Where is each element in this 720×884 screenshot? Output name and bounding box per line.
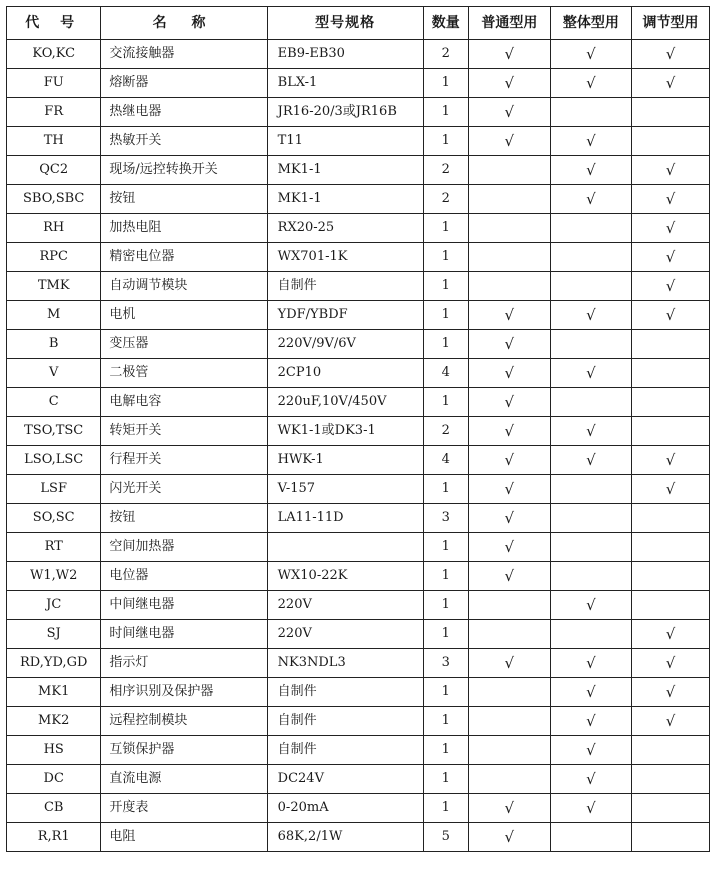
cell-quantity: 1: [423, 678, 468, 707]
cell-code: CB: [7, 794, 101, 823]
check-general-type: √: [468, 649, 550, 678]
cell-quantity: 1: [423, 475, 468, 504]
cell-model: V-157: [267, 475, 423, 504]
cell-quantity: 1: [423, 533, 468, 562]
check-regulating-type: √: [631, 620, 709, 649]
check-regulating-type: [631, 562, 709, 591]
check-integral-type: [550, 562, 631, 591]
cell-model: 自制件: [267, 707, 423, 736]
cell-model: T11: [267, 127, 423, 156]
table-header-row: [7, 7, 710, 40]
cell-quantity: 1: [423, 301, 468, 330]
cell-model: [267, 533, 423, 562]
check-general-type: √: [468, 475, 550, 504]
cell-name: 加热电阻: [101, 214, 267, 243]
cell-code: KO,KC: [7, 40, 101, 69]
table-row: [7, 736, 710, 765]
cell-model: EB9-EB30: [267, 40, 423, 69]
table-row: [7, 388, 710, 417]
check-general-type: √: [468, 388, 550, 417]
cell-name: 交流接触器: [101, 40, 267, 69]
cell-model: DC24V: [267, 765, 423, 794]
cell-code: QC2: [7, 156, 101, 185]
cell-model: 自制件: [267, 736, 423, 765]
cell-quantity: 2: [423, 156, 468, 185]
cell-code: RT: [7, 533, 101, 562]
cell-model: WK1-1或DK3-1: [267, 417, 423, 446]
cell-quantity: 2: [423, 40, 468, 69]
cell-model: 220V: [267, 620, 423, 649]
check-general-type: √: [468, 417, 550, 446]
cell-name: 互锁保护器: [101, 736, 267, 765]
cell-name: 变压器: [101, 330, 267, 359]
cell-code: SJ: [7, 620, 101, 649]
cell-model: WX701-1K: [267, 243, 423, 272]
check-integral-type: √: [550, 736, 631, 765]
cell-quantity: 2: [423, 185, 468, 214]
check-regulating-type: [631, 388, 709, 417]
cell-code: JC: [7, 591, 101, 620]
cell-name: 熔断器: [101, 69, 267, 98]
check-integral-type: [550, 533, 631, 562]
table-row: [7, 156, 710, 185]
check-integral-type: [550, 504, 631, 533]
table-row: [7, 69, 710, 98]
table-row: [7, 127, 710, 156]
check-general-type: [468, 678, 550, 707]
check-integral-type: [550, 330, 631, 359]
cell-code: W1,W2: [7, 562, 101, 591]
cell-quantity: 1: [423, 562, 468, 591]
check-regulating-type: [631, 417, 709, 446]
check-regulating-type: √: [631, 185, 709, 214]
check-general-type: [468, 185, 550, 214]
cell-code: TMK: [7, 272, 101, 301]
cell-quantity: 1: [423, 765, 468, 794]
table-row: [7, 765, 710, 794]
check-integral-type: √: [550, 417, 631, 446]
cell-model: 自制件: [267, 678, 423, 707]
table-row: [7, 562, 710, 591]
cell-name: 相序识别及保护器: [101, 678, 267, 707]
table-row: [7, 533, 710, 562]
cell-code: V: [7, 359, 101, 388]
components-table: [6, 6, 710, 852]
cell-quantity: 1: [423, 591, 468, 620]
check-integral-type: √: [550, 707, 631, 736]
cell-quantity: 3: [423, 504, 468, 533]
check-integral-type: √: [550, 359, 631, 388]
cell-name: 中间继电器: [101, 591, 267, 620]
check-regulating-type: [631, 98, 709, 127]
cell-model: 220V/9V/6V: [267, 330, 423, 359]
check-regulating-type: √: [631, 678, 709, 707]
check-general-type: [468, 214, 550, 243]
check-regulating-type: √: [631, 649, 709, 678]
cell-model: LA11-11D: [267, 504, 423, 533]
cell-model: 68K,2/1W: [267, 823, 423, 852]
cell-code: TH: [7, 127, 101, 156]
check-regulating-type: [631, 794, 709, 823]
cell-name: 二极管: [101, 359, 267, 388]
cell-quantity: 1: [423, 707, 468, 736]
cell-model: MK1-1: [267, 156, 423, 185]
cell-code: FU: [7, 69, 101, 98]
cell-quantity: 1: [423, 214, 468, 243]
cell-model: MK1-1: [267, 185, 423, 214]
check-integral-type: [550, 620, 631, 649]
check-regulating-type: √: [631, 214, 709, 243]
cell-model: WX10-22K: [267, 562, 423, 591]
check-integral-type: √: [550, 765, 631, 794]
cell-name: 转矩开关: [101, 417, 267, 446]
table-row: [7, 591, 710, 620]
cell-quantity: 4: [423, 359, 468, 388]
cell-name: 直流电源: [101, 765, 267, 794]
cell-quantity: 1: [423, 330, 468, 359]
cell-code: R,R1: [7, 823, 101, 852]
cell-quantity: 1: [423, 736, 468, 765]
table-row: [7, 330, 710, 359]
check-integral-type: [550, 243, 631, 272]
cell-name: 精密电位器: [101, 243, 267, 272]
header-general-type: 普通型用: [468, 7, 550, 40]
check-regulating-type: [631, 736, 709, 765]
header-code: 代 号: [7, 7, 101, 40]
header-quantity: 数量: [423, 7, 468, 40]
check-regulating-type: [631, 765, 709, 794]
table-row: [7, 475, 710, 504]
check-regulating-type: [631, 823, 709, 852]
cell-name: 热继电器: [101, 98, 267, 127]
table-row: [7, 504, 710, 533]
check-general-type: √: [468, 98, 550, 127]
cell-code: RD,YD,GD: [7, 649, 101, 678]
table-row: [7, 794, 710, 823]
cell-model: 2CP10: [267, 359, 423, 388]
cell-quantity: 1: [423, 127, 468, 156]
cell-quantity: 1: [423, 243, 468, 272]
cell-quantity: 1: [423, 794, 468, 823]
check-general-type: √: [468, 301, 550, 330]
check-general-type: √: [468, 69, 550, 98]
check-general-type: √: [468, 127, 550, 156]
cell-quantity: 1: [423, 620, 468, 649]
cell-code: SBO,SBC: [7, 185, 101, 214]
check-integral-type: √: [550, 40, 631, 69]
table-row: [7, 359, 710, 388]
check-general-type: √: [468, 794, 550, 823]
cell-code: RH: [7, 214, 101, 243]
cell-name: 自动调节模块: [101, 272, 267, 301]
header-integral-type: 整体型用: [550, 7, 631, 40]
cell-quantity: 2: [423, 417, 468, 446]
check-regulating-type: [631, 504, 709, 533]
cell-code: RPC: [7, 243, 101, 272]
cell-name: 按钮: [101, 185, 267, 214]
cell-name: 远程控制模块: [101, 707, 267, 736]
check-integral-type: [550, 98, 631, 127]
cell-model: YDF/YBDF: [267, 301, 423, 330]
check-regulating-type: √: [631, 475, 709, 504]
cell-model: 0-20mA: [267, 794, 423, 823]
check-regulating-type: √: [631, 243, 709, 272]
cell-quantity: 1: [423, 272, 468, 301]
table-row: [7, 620, 710, 649]
cell-quantity: 1: [423, 388, 468, 417]
check-general-type: [468, 591, 550, 620]
check-regulating-type: [631, 359, 709, 388]
cell-code: C: [7, 388, 101, 417]
cell-name: 电位器: [101, 562, 267, 591]
cell-code: LSF: [7, 475, 101, 504]
table-row: [7, 40, 710, 69]
cell-name: 开度表: [101, 794, 267, 823]
cell-code: FR: [7, 98, 101, 127]
check-general-type: [468, 272, 550, 301]
cell-name: 电机: [101, 301, 267, 330]
cell-code: TSO,TSC: [7, 417, 101, 446]
check-regulating-type: √: [631, 301, 709, 330]
check-integral-type: √: [550, 794, 631, 823]
table-row: [7, 301, 710, 330]
check-integral-type: [550, 388, 631, 417]
header-regulating-type: 调节型用: [631, 7, 709, 40]
cell-name: 按钮: [101, 504, 267, 533]
cell-model: 自制件: [267, 272, 423, 301]
check-general-type: [468, 765, 550, 794]
check-regulating-type: √: [631, 272, 709, 301]
table-row: [7, 707, 710, 736]
cell-name: 现场/远控转换开关: [101, 156, 267, 185]
check-integral-type: [550, 475, 631, 504]
cell-name: 热敏开关: [101, 127, 267, 156]
check-general-type: [468, 707, 550, 736]
check-general-type: [468, 620, 550, 649]
check-general-type: √: [468, 40, 550, 69]
cell-name: 电阻: [101, 823, 267, 852]
check-regulating-type: √: [631, 40, 709, 69]
cell-code: B: [7, 330, 101, 359]
cell-name: 行程开关: [101, 446, 267, 475]
check-integral-type: √: [550, 301, 631, 330]
cell-model: RX20-25: [267, 214, 423, 243]
check-regulating-type: √: [631, 69, 709, 98]
check-regulating-type: [631, 330, 709, 359]
cell-model: 220V: [267, 591, 423, 620]
cell-model: JR16-20/3或JR16B: [267, 98, 423, 127]
check-integral-type: √: [550, 156, 631, 185]
cell-quantity: 5: [423, 823, 468, 852]
cell-name: 时间继电器: [101, 620, 267, 649]
header-name: 名 称: [101, 7, 267, 40]
check-integral-type: [550, 823, 631, 852]
check-integral-type: √: [550, 127, 631, 156]
check-regulating-type: √: [631, 707, 709, 736]
cell-name: 空间加热器: [101, 533, 267, 562]
table-row: [7, 446, 710, 475]
table-row: [7, 243, 710, 272]
cell-name: 电解电容: [101, 388, 267, 417]
check-integral-type: √: [550, 185, 631, 214]
check-general-type: √: [468, 446, 550, 475]
cell-model: HWK-1: [267, 446, 423, 475]
check-regulating-type: √: [631, 446, 709, 475]
check-regulating-type: [631, 591, 709, 620]
table-row: [7, 185, 710, 214]
check-general-type: √: [468, 533, 550, 562]
cell-quantity: 3: [423, 649, 468, 678]
cell-code: M: [7, 301, 101, 330]
check-general-type: √: [468, 562, 550, 591]
check-general-type: √: [468, 504, 550, 533]
table-body: [7, 40, 710, 852]
check-regulating-type: [631, 533, 709, 562]
table-row: [7, 678, 710, 707]
cell-quantity: 1: [423, 69, 468, 98]
cell-code: DC: [7, 765, 101, 794]
cell-model: BLX-1: [267, 69, 423, 98]
check-integral-type: √: [550, 69, 631, 98]
cell-quantity: 4: [423, 446, 468, 475]
cell-quantity: 1: [423, 98, 468, 127]
check-integral-type: √: [550, 591, 631, 620]
cell-code: SO,SC: [7, 504, 101, 533]
check-integral-type: [550, 214, 631, 243]
check-general-type: √: [468, 330, 550, 359]
check-general-type: √: [468, 359, 550, 388]
table-row: [7, 823, 710, 852]
cell-name: 闪光开关: [101, 475, 267, 504]
cell-code: LSO,LSC: [7, 446, 101, 475]
cell-code: MK1: [7, 678, 101, 707]
cell-code: MK2: [7, 707, 101, 736]
check-integral-type: √: [550, 649, 631, 678]
check-integral-type: [550, 272, 631, 301]
table-row: [7, 417, 710, 446]
cell-model: NK3NDL3: [267, 649, 423, 678]
check-integral-type: √: [550, 678, 631, 707]
table-row: [7, 649, 710, 678]
check-integral-type: √: [550, 446, 631, 475]
table-row: [7, 214, 710, 243]
check-general-type: √: [468, 823, 550, 852]
check-general-type: [468, 156, 550, 185]
cell-code: HS: [7, 736, 101, 765]
check-regulating-type: [631, 127, 709, 156]
cell-name: 指示灯: [101, 649, 267, 678]
check-general-type: [468, 243, 550, 272]
table-row: [7, 272, 710, 301]
table-row: [7, 98, 710, 127]
header-model: 型号规格: [267, 7, 423, 40]
cell-model: 220uF,10V/450V: [267, 388, 423, 417]
check-regulating-type: √: [631, 156, 709, 185]
check-general-type: [468, 736, 550, 765]
